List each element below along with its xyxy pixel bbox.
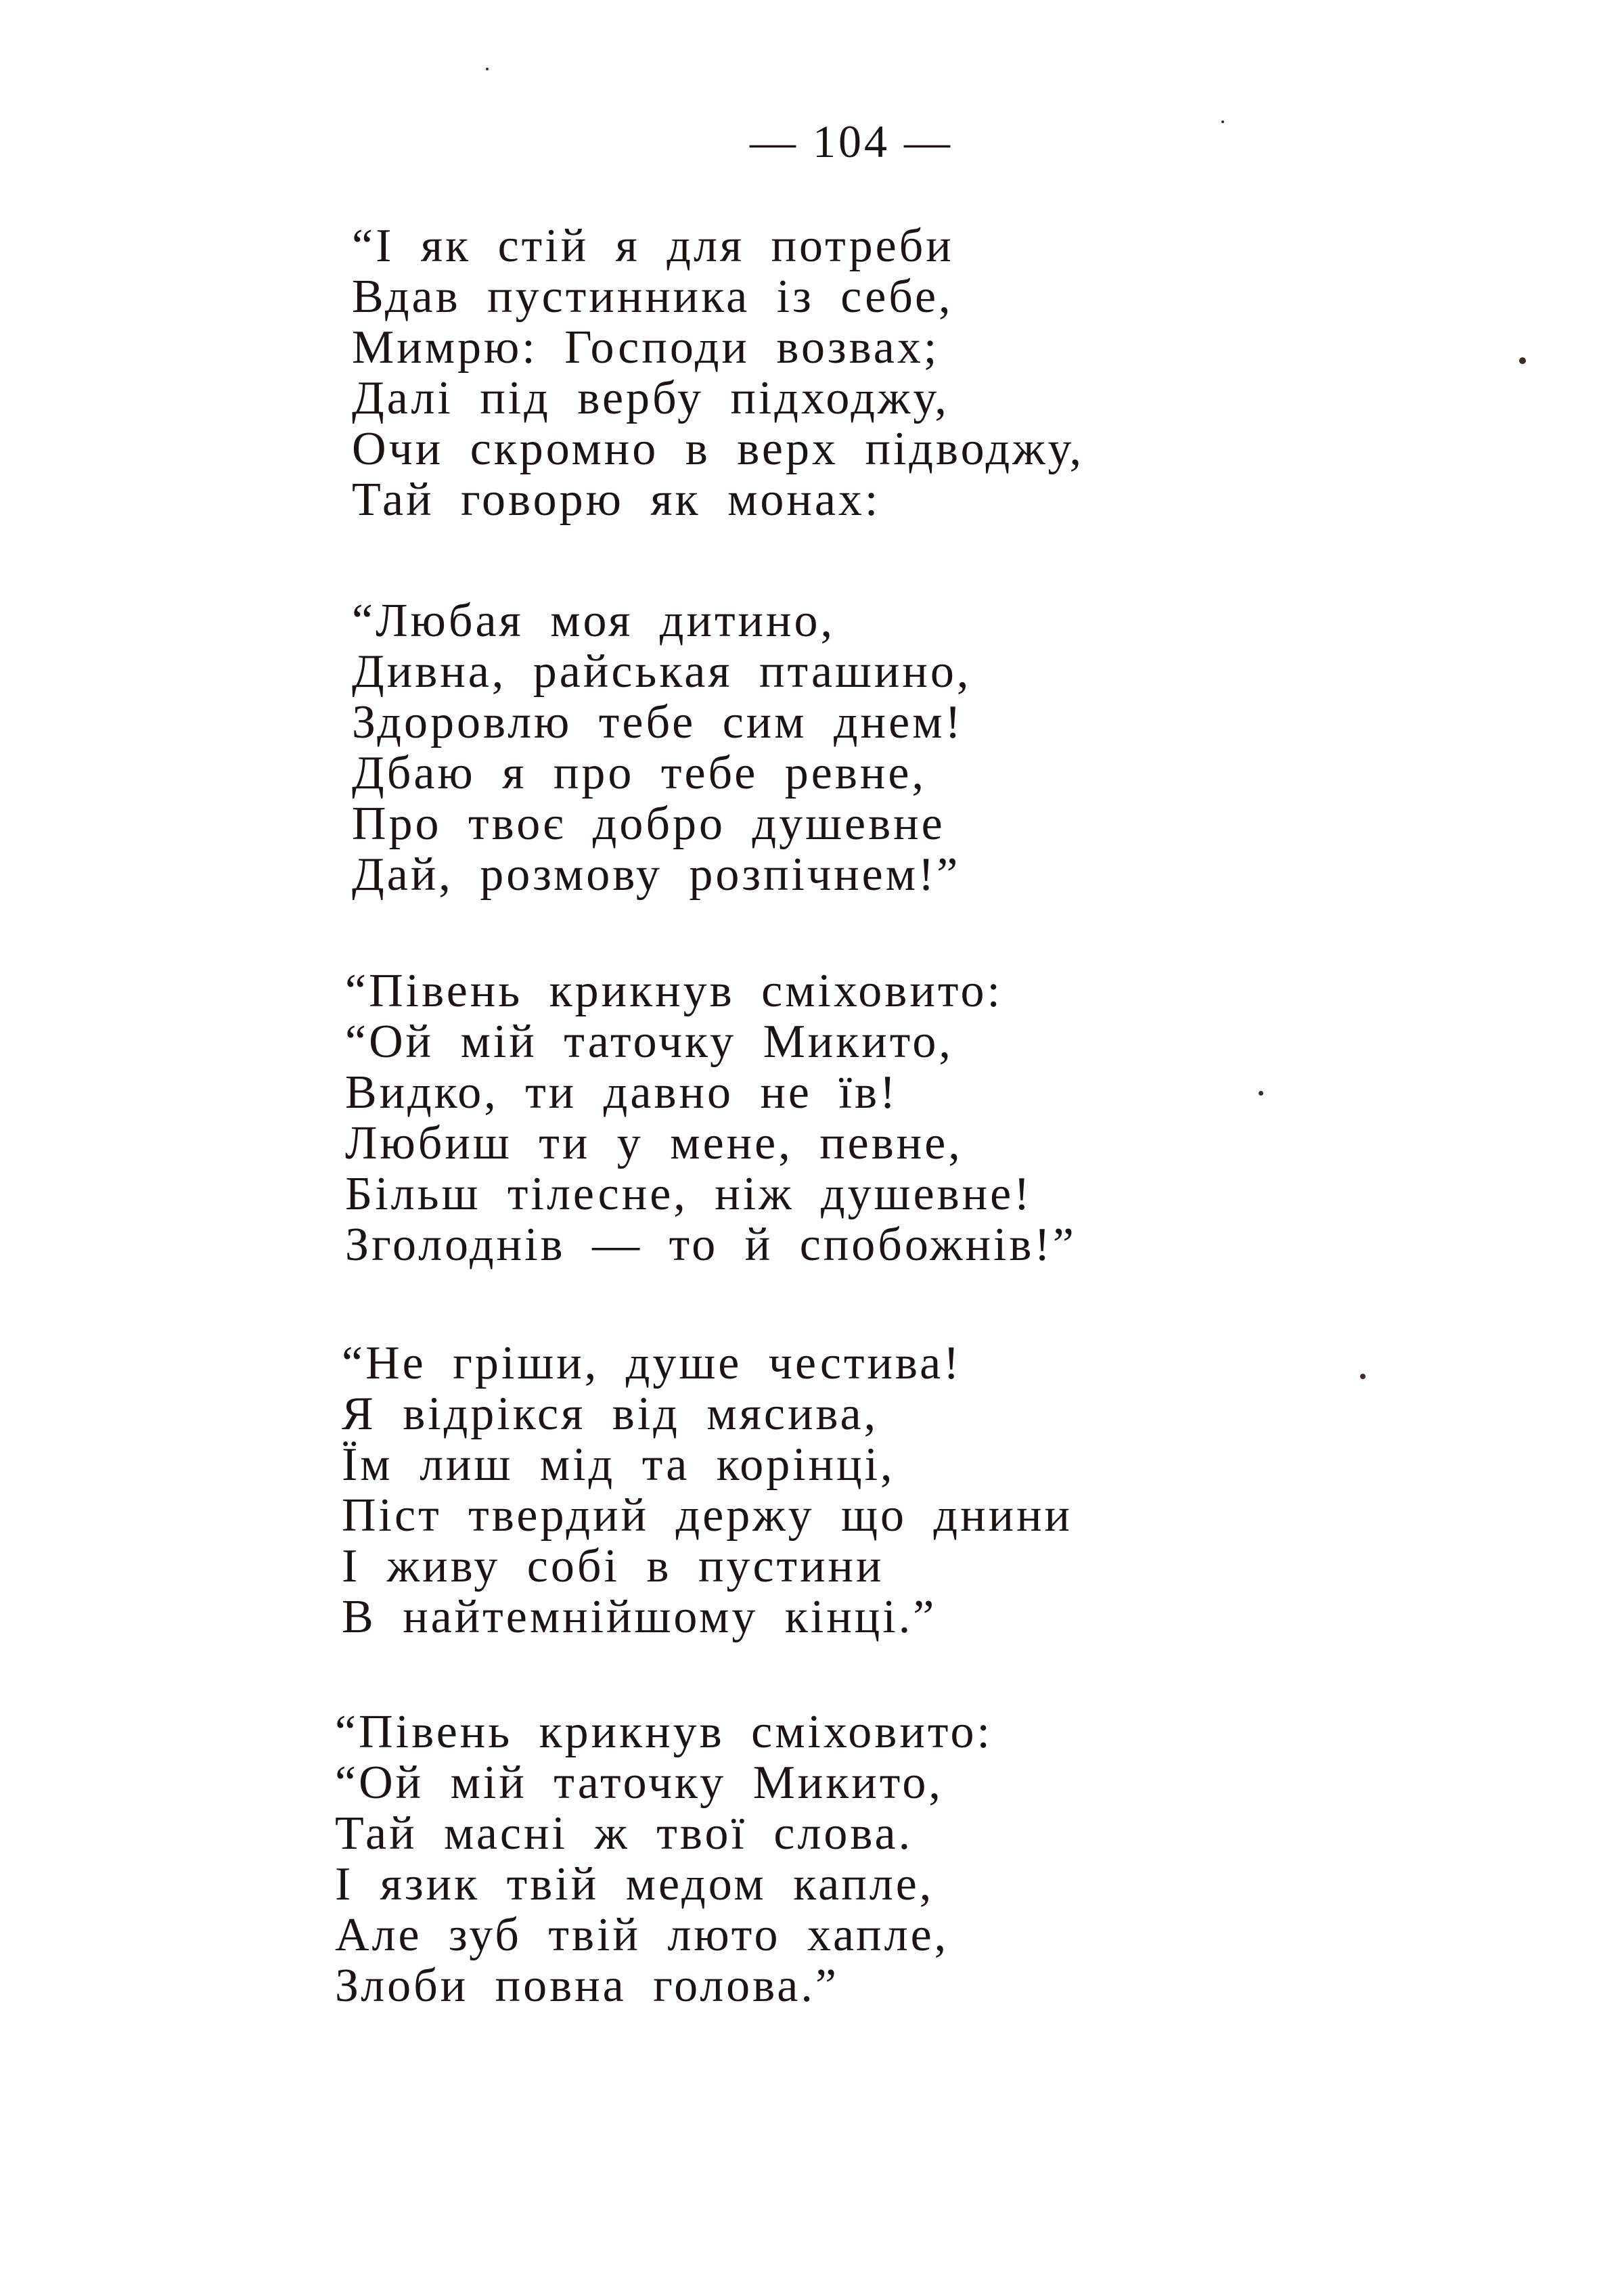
print-speck (1519, 357, 1526, 364)
stanza (352, 221, 1084, 525)
print-speck (1360, 1374, 1366, 1379)
poem-line: Але зуб твій люто хапле, (335, 1909, 949, 1961)
poem-line: Очи скромно в верх підводжу, (352, 423, 1085, 475)
poem-line: Піст твердий держу що днини (342, 1489, 1073, 1542)
poem-line: Мимрю: Господи возвах; (352, 321, 940, 374)
poem-line: Дивна, райськая пташино, (352, 646, 972, 698)
poem-line: “І як стій я для потреби (352, 220, 954, 272)
poem-line: Дбаю я про тебе ревне, (352, 747, 926, 799)
poem-line: Зголоднів — то й спобожнів!” (345, 1219, 1077, 1271)
poem-line: Дай, розмову розпічнем!” (352, 849, 961, 901)
poem-line: Тай говорю як монах: (352, 474, 881, 526)
poem-line: І живу собі в пустини (342, 1540, 884, 1592)
stanza (352, 596, 971, 900)
poem-line: Про твоє добро душевне (352, 798, 945, 850)
poem-line: І язик твій медом капле, (335, 1858, 934, 1910)
poem-line: Любиш ти у мене, певне, (345, 1117, 963, 1169)
stanza (335, 1707, 993, 2011)
poem-line: “Не гріши, душе честива! (342, 1337, 962, 1389)
poem-line: “Ой мій таточку Микито, (335, 1757, 943, 1809)
poem-line: Здоровлю тебе сим днем! (352, 696, 964, 748)
poem-line: Далі під вербу підходжу, (352, 372, 949, 424)
stanza (342, 1338, 1073, 1642)
poem-line: “Любая моя дитино, (352, 595, 835, 647)
print-speck (1221, 120, 1224, 123)
print-speck (486, 68, 489, 70)
poem-line: “Півень крикнув сміховито: (335, 1706, 993, 1758)
poem-line: Тай масні ж твої слова. (335, 1807, 914, 1860)
poem-line: Злоби повна голова.” (335, 1960, 839, 2012)
print-speck (1259, 1091, 1263, 1096)
page-number: — 104 — (750, 116, 953, 167)
stanza (345, 966, 1077, 1270)
poem-line: Я відрікся від мясива, (342, 1388, 879, 1440)
poem-line: Вдав пустинника із себе, (352, 271, 953, 323)
poem-line: “Ой мій таточку Микито, (345, 1016, 953, 1068)
poem-line: Більш тілесне, ніж душевне! (345, 1168, 1033, 1220)
poem-line: “Півень крикнув сміховито: (345, 965, 1003, 1017)
poem-line: В найтемнійшому кінці.” (342, 1591, 937, 1643)
poem-line: Їм лиш мід та корінці, (342, 1439, 895, 1491)
poem-line: Видко, ти давно не їв! (345, 1066, 899, 1119)
